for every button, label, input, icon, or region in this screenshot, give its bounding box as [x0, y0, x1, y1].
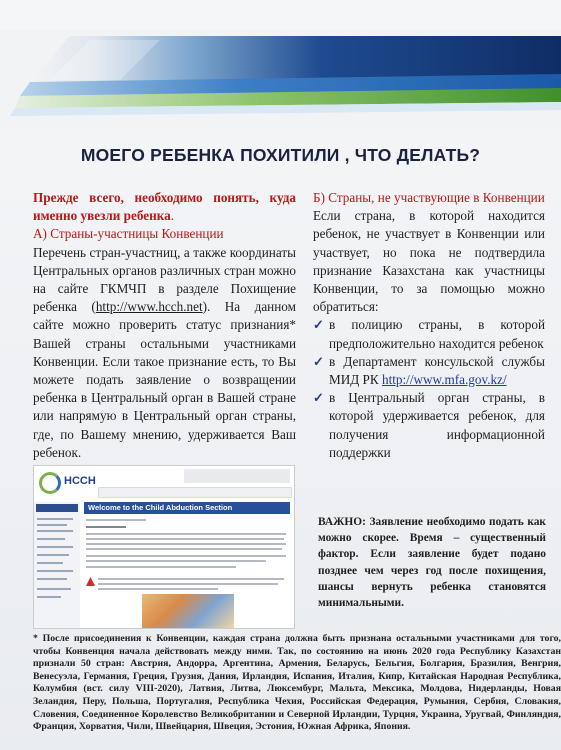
right-column [313, 189, 545, 462]
sidebar-line [37, 570, 73, 572]
content-line [86, 526, 126, 528]
website-welcome-bar [84, 502, 290, 514]
page-title: МОЕГО РЕБЕНКА ПОХИТИЛИ , ЧТО ДЕЛАТЬ? [80, 145, 481, 165]
content-line [86, 548, 282, 550]
option-consular-text: в Департамент консульской службы МИД РК [329, 353, 545, 388]
section-b-paragraph: Если страна, в которой находится ребенок, не участвует в Конвенции или участвует, но пока не подтвердила признание Казахстана как участницы Конвенции, то за помощью можно обратиться: [313, 208, 545, 315]
content-line [86, 560, 266, 562]
sidebar-line [37, 596, 61, 598]
hcch-link[interactable]: http://www.hcch.net [95, 299, 203, 315]
website-header [34, 466, 294, 500]
content-line [86, 519, 146, 521]
intro-text [33, 189, 296, 225]
header-banner [0, 30, 561, 126]
sidebar-line [37, 518, 73, 520]
content-line [86, 543, 286, 545]
website-content [84, 502, 290, 628]
mfa-link[interactable]: http://www.mfa.gov.kz/ [381, 372, 507, 388]
sidebar-line [37, 554, 69, 556]
important-text: Заявление необходимо подать как можно скорее. Время – существенный фактор. Если заявление будет подано позднее чем через год после похищения, шансы вернуть ребенка становятся минимальными. [318, 516, 546, 610]
content-line [86, 538, 284, 540]
sidebar-line [37, 578, 67, 580]
intro-sentence: Прежде всего, необходимо понять, куда именно увезли ребенка [33, 190, 296, 224]
content-line [98, 588, 218, 590]
section-a-text: Перечень стран-участниц, а также координаты Центральных органов различных стран можно на сайте ГКМЧП в разделе Похищение ребенка ( [33, 244, 296, 315]
website-navbar [98, 487, 292, 498]
content-line [86, 533, 286, 535]
sidebar-line [37, 538, 65, 540]
option-central-text: в Центральный орган страны, в которой удерживается ребенок, для получения информационной поддержки [329, 390, 545, 460]
hcch-website-screenshot [33, 465, 295, 629]
content-line [98, 583, 278, 585]
website-header-note [184, 469, 290, 483]
hcch-logo-text: HCCH [64, 475, 96, 487]
option-police [313, 316, 545, 352]
website-welcome-text: Welcome to the Child Abduction Section [88, 503, 233, 512]
section-a-text-tail: ). На данном сайте можно проверить статус признания* Вашей страны остальными участниками Конвенции. Если такое признание есть, то Вы можете подать заявление о возвращении ребенка в Центральный орган в Вашей стране или напрямую в Центральный орган страны, где, по Вашему мнению, удерживается Ваш ребенок. [33, 299, 296, 460]
children-photo [142, 594, 234, 628]
left-column [33, 189, 296, 462]
important-label: ВАЖНО: [318, 516, 366, 528]
section-a-heading: А) Страны-участницы Конвенции [33, 226, 224, 242]
content-line [98, 578, 284, 580]
hcch-logo-icon [39, 472, 61, 494]
content-line [86, 555, 286, 557]
warning-icon [86, 577, 95, 586]
check-icon: ✓ [313, 353, 325, 369]
website-search-box [36, 504, 78, 512]
sidebar-line [37, 524, 67, 526]
content-line [86, 566, 236, 568]
sidebar-line [37, 588, 71, 590]
website-sidebar [34, 502, 80, 628]
option-central-authority [313, 389, 545, 462]
section-a-paragraph [33, 244, 296, 462]
important-note [318, 514, 546, 611]
footnote: * После присоединения к Конвенции, каждая страна должна быть признана остальными участниками для того, чтобы Конвенция начала действовать между ними. Так, по состоянию на июнь 2020 года Республику Казахстан признали 50 стран: Австрия, Андорра, Аргентина, Армения, Беларусь, Бельгия, Болгария, Бразилия, Венгрия, Венесуэла, Германия, Греция, Грузия, Дания, Ирландия, Испания, Италия, Кипр, Китайская Народная Республика, Колумбия (вст. силу VIII-2020), Латвия, Литва, Люксембург, Мальта, Мексика, Молдова, Нидерланды, Новая Зеландия, Перу, Польша, Португалия, Республика Чехия, Российская Федерация, Румыния, Сербия, Словакия, Словения, Соединенное Королевство Великобритании и Северной Ирландии, Турция, Украина, Уругвай, Финляндия, Франция, Хорватия, Чили, Швейцария, Швеция, Эстония, Южная Африка, Япония. [33, 633, 561, 733]
sidebar-line [37, 546, 73, 548]
section-b-heading: Б) Страны, не участвующие в Конвенции [313, 190, 545, 205]
option-police-text: в полицию страны, в которой предположительно находится ребенок [329, 317, 545, 351]
banner-graphic [0, 30, 561, 126]
check-icon: ✓ [313, 390, 325, 406]
sidebar-line [37, 530, 73, 532]
sidebar-line [37, 562, 63, 564]
check-icon: ✓ [313, 317, 325, 333]
intro-dot: . [170, 208, 175, 224]
option-consular [313, 353, 545, 389]
